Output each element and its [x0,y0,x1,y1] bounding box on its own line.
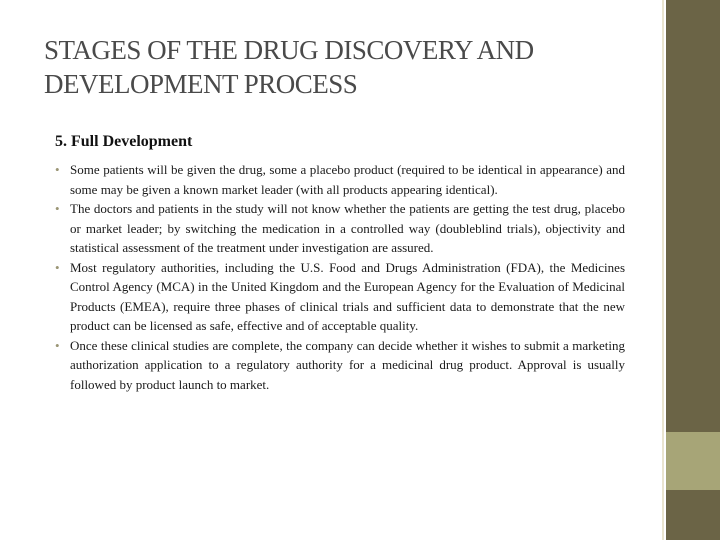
bullet-item [55,160,625,199]
bullet-icon: • [55,337,60,353]
bullet-text: Some patients will be given the drug, some a placebo product (required to be identical in appearance) and some may be given a known market leader (with all products appearing identical). [70,162,625,197]
side-accent-block [666,432,720,490]
bullet-item [55,199,625,258]
bullet-text: Once these clinical studies are complete, the company can decide whether it wishes to submit a marketing authorization application to a regulatory authority for a medicinal drug product. Approval is usually followed by product launch to market. [70,337,625,392]
bullet-text: The doctors and patients in the study will not know whether the patients are getting the test drug, placebo or market leader; by switching the medication in a controlled way (doubleblind trials), objectivity and statistical assessment of the treatment under investigation are assured. [70,201,625,255]
bullet-item [55,258,625,336]
bullet-text: Most regulatory authorities, including the U.S. Food and Drugs Administration (FDA), the Medicines Control Agency (MCA) in the United Kingdom and the European Agency for the Evaluation of Medicinal Products (EMEA), require three phases of clinical trials and sufficient data to demonstrate that the new product can be licensed as safe, effective and of acceptable quality. [70,259,625,333]
slide-title: STAGES OF THE DRUG DISCOVERY AND DEVELOPMENT PROCESS [44,35,534,99]
bullet-icon: • [55,201,60,216]
bullet-item [55,336,625,395]
section-heading: 5. Full Development [55,133,193,150]
bullet-icon: • [55,162,60,177]
bullet-icon: • [55,259,60,275]
bullet-list [55,160,625,394]
